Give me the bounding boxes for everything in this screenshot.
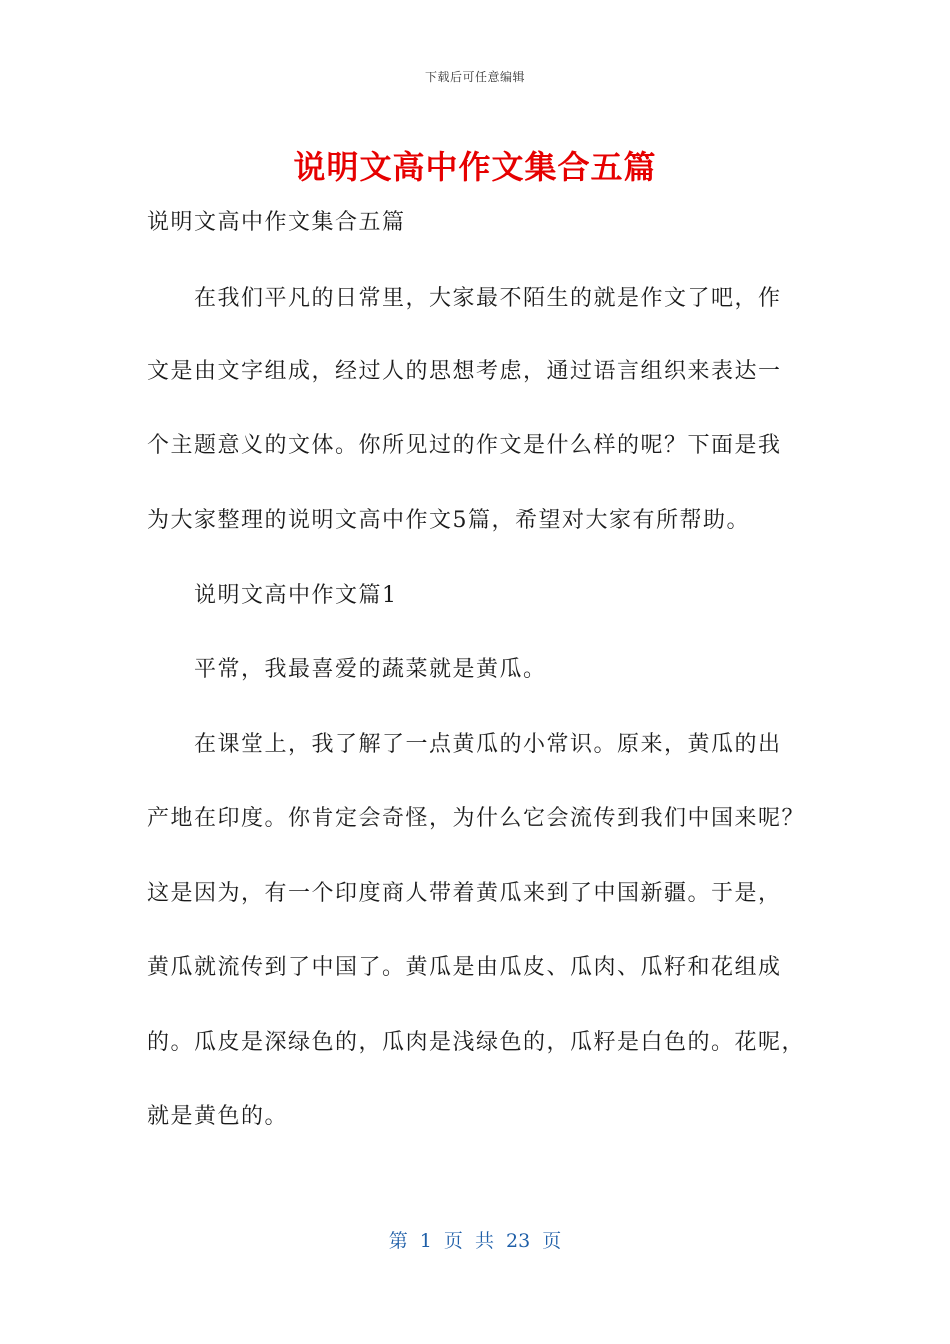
section-heading: 说明文高中作文篇1 xyxy=(194,583,398,608)
paragraph-line: 就是黄色的。 xyxy=(147,1104,289,1129)
paragraph-line: 在课堂上，我了解了一点黄瓜的小常识。原来，黄瓜的出 xyxy=(194,732,782,757)
paragraph-line: 个主题意义的文体。你所见过的作文是什么样的呢？下面是我 xyxy=(147,433,782,458)
paragraph-line: 为大家整理的说明文高中作文5篇，希望对大家有所帮助。 xyxy=(147,508,750,533)
header-note: 下载后可任意编辑 xyxy=(424,70,525,84)
page-number: 第 1 页 共 23 页 xyxy=(388,1230,562,1252)
paragraph-line: 的。瓜皮是深绿色的，瓜肉是浅绿色的，瓜籽是白色的。花呢， xyxy=(147,1030,806,1055)
paragraph-line: 产地在印度。你肯定会奇怪，为什么它会流传到我们中国来呢？ xyxy=(147,806,806,831)
document-title: 说明文高中作文集合五篇 xyxy=(293,148,657,186)
paragraph-line: 这是因为，有一个印度商人带着黄瓜来到了中国新疆。于是， xyxy=(147,881,782,906)
paragraph-line: 平常，我最喜爱的蔬菜就是黄瓜。 xyxy=(194,657,547,682)
paragraph-line: 在我们平凡的日常里，大家最不陌生的就是作文了吧，作 xyxy=(194,286,782,311)
paragraph-line: 文是由文字组成，经过人的思想考虑，通过语言组织来表达一 xyxy=(147,359,782,384)
paragraph-line: 黄瓜就流传到了中国了。黄瓜是由瓜皮、瓜肉、瓜籽和花组成 xyxy=(147,955,782,980)
document-subtitle: 说明文高中作文集合五篇 xyxy=(147,210,406,235)
